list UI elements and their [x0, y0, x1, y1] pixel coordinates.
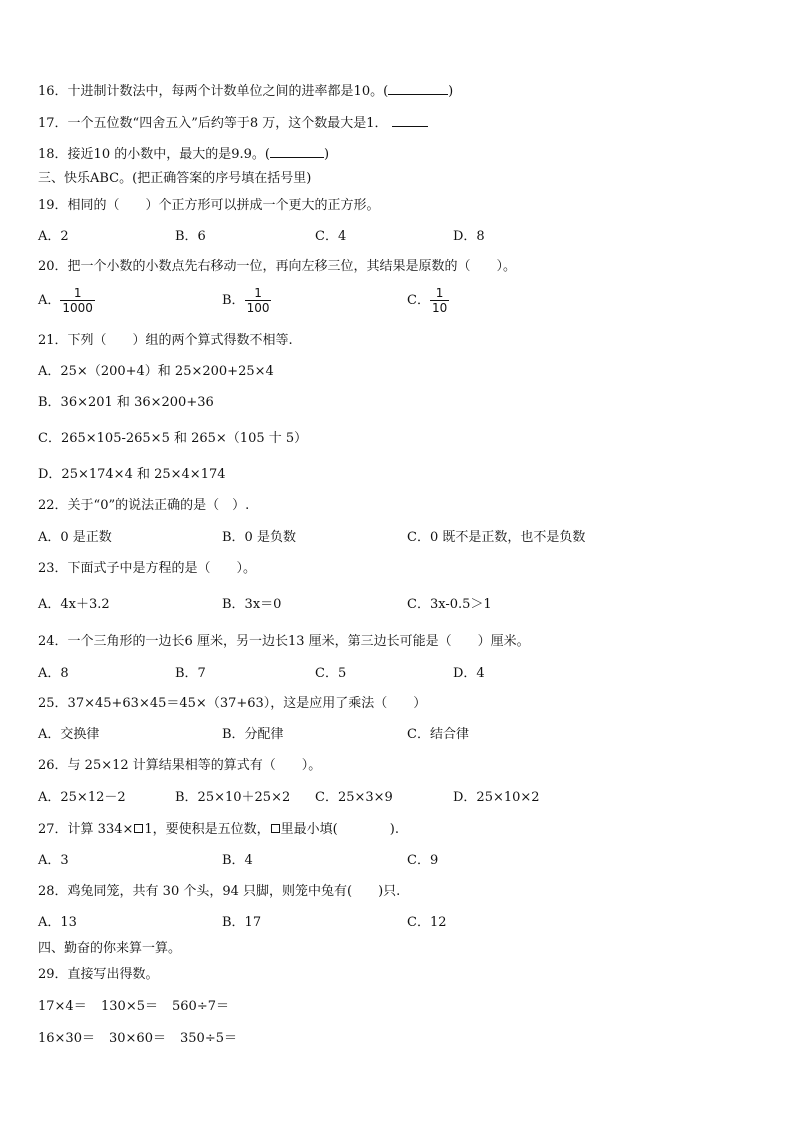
calc-item: 30×60＝ [109, 1031, 166, 1046]
fraction-1-1000: $\frac{1}{1000}$ [62, 286, 93, 315]
q26-option-c[interactable]: C．25×3×9 [315, 790, 393, 805]
q26-option-a[interactable]: A．25×12－2 [38, 790, 126, 805]
q22-option-a[interactable]: A．0 是正数 [38, 530, 112, 545]
q24-option-a[interactable]: A．8 [38, 666, 69, 681]
q24-option-c[interactable]: C．5 [315, 666, 347, 681]
calc-item: 17×4＝ [38, 999, 87, 1014]
q27-option-c[interactable]: C．9 [407, 853, 439, 868]
answer-blank-17[interactable] [392, 114, 428, 127]
q21-option-a[interactable]: A．25×（200+4）和 25×200+25×4 [38, 364, 274, 379]
question-24-stem: 24．一个三角形的一边长6 厘米，另一边长13 厘米，第三边长可能是（ ）厘米。 [38, 634, 530, 649]
question-16-text: 16．十进制计数法中，每两个计数单位之间的进率都是10。( [38, 84, 389, 99]
q20-option-c-label: C． [407, 293, 430, 308]
question-27-text-b: 1，要使积是五位数， [144, 822, 270, 837]
q26-option-d[interactable]: D．25×10×2 [453, 790, 540, 805]
q26-option-b[interactable]: B．25×10＋25×2 [175, 790, 291, 805]
q25-option-b[interactable]: B．分配律 [222, 727, 284, 742]
q19-option-c[interactable]: C．4 [315, 229, 347, 244]
q25-option-a[interactable]: A．交换律 [38, 727, 100, 742]
question-23-stem: 23．下面式子中是方程的是（ ）。 [38, 561, 257, 576]
question-17-text: 17．一个五位数“四舍五入”后约等于8 万，这个数最大是1． [38, 116, 388, 131]
q21-option-b[interactable]: B．36×201 和 36×200+36 [38, 395, 214, 410]
q22-option-c[interactable]: C．0 既不是正数，也不是负数 [407, 530, 586, 545]
q19-option-d[interactable]: D．8 [453, 229, 485, 244]
question-27-stem [38, 822, 399, 838]
q28-option-a[interactable]: A．13 [38, 915, 77, 930]
q21-option-d[interactable]: D．25×174×4 和 25×4×174 [38, 467, 226, 482]
q25-option-c[interactable]: C．结合律 [407, 727, 469, 742]
question-26-stem: 26．与 25×12 计算结果相等的算式有（ ）。 [38, 758, 322, 773]
question-16 [38, 82, 453, 100]
question-19-stem: 19．相同的（ ）个正方形可以拼成一个更大的正方形。 [38, 198, 380, 213]
q19-option-a[interactable]: A．2 [38, 229, 69, 244]
question-18-end: ) [323, 147, 330, 162]
empty-box-icon [134, 824, 143, 833]
q22-option-b[interactable]: B．0 是负数 [222, 530, 296, 545]
q27-option-b[interactable]: B．4 [222, 853, 253, 868]
q20-option-b[interactable] [222, 286, 271, 315]
question-22-stem: 22．关于“0”的说法正确的是（ ）. [38, 498, 250, 513]
question-21-stem: 21．下列（ ）组的两个算式得数不相等. [38, 333, 293, 348]
calc-item: 130×5＝ [101, 999, 158, 1014]
question-25-stem: 25．37×45+63×45＝45×（37+63），这是应用了乘法（ ） [38, 696, 427, 711]
question-16-end: ) [448, 84, 454, 99]
calc-item: 16×30＝ [38, 1031, 95, 1046]
fraction-1-10: $\frac{1}{10}$ [431, 286, 448, 315]
q23-option-a[interactable]: A．4x＋3.2 [38, 597, 110, 612]
q20-option-a[interactable] [38, 286, 95, 315]
q20-option-c[interactable] [407, 286, 449, 315]
q19-option-b[interactable]: B．6 [175, 229, 206, 244]
q28-option-b[interactable]: B．17 [222, 915, 262, 930]
q23-option-b[interactable]: B．3x＝0 [222, 597, 282, 612]
q23-option-c[interactable]: C．3x-0.5＞1 [407, 597, 492, 612]
q24-option-d[interactable]: D．4 [453, 666, 485, 681]
q20-option-b-label: B． [222, 293, 245, 308]
q21-option-c[interactable]: C．265×105-265×5 和 265×（105 十 5） [38, 431, 308, 446]
question-18 [38, 145, 329, 163]
q20-option-a-label: A． [38, 293, 61, 308]
question-27-text-a: 27．计算 334× [38, 822, 134, 837]
q24-option-b[interactable]: B．7 [175, 666, 206, 681]
question-18-text: 18．接近10 的小数中，最大的是9.9。( [38, 147, 270, 162]
question-17 [38, 114, 428, 132]
section-4-heading: 四、勤奋的你来算一算。 [38, 941, 182, 956]
q28-option-c[interactable]: C．12 [407, 915, 447, 930]
q27-option-a[interactable]: A．3 [38, 853, 69, 868]
calc-item: 560÷7＝ [172, 999, 229, 1014]
answer-blank-18[interactable] [270, 145, 324, 158]
question-20-stem: 20．把一个小数的小数点先右移动一位，再向左移三位，其结果是原数的（ ）。 [38, 259, 517, 274]
question-28-stem: 28．鸡兔同笼，共有 30 个头，94 只脚，则笼中兔有( )只. [38, 884, 401, 899]
calc-item: 350÷5＝ [180, 1031, 237, 1046]
section-3-heading: 三、快乐ABC。(把正确答案的序号填在括号里) [38, 171, 312, 186]
fraction-1-100: $\frac{1}{100}$ [246, 286, 270, 315]
question-27-text-c: 里最小填( ). [280, 822, 399, 837]
question-29-stem: 29．直接写出得数。 [38, 967, 159, 982]
empty-box-icon [271, 824, 280, 833]
answer-blank-16[interactable] [388, 82, 448, 95]
